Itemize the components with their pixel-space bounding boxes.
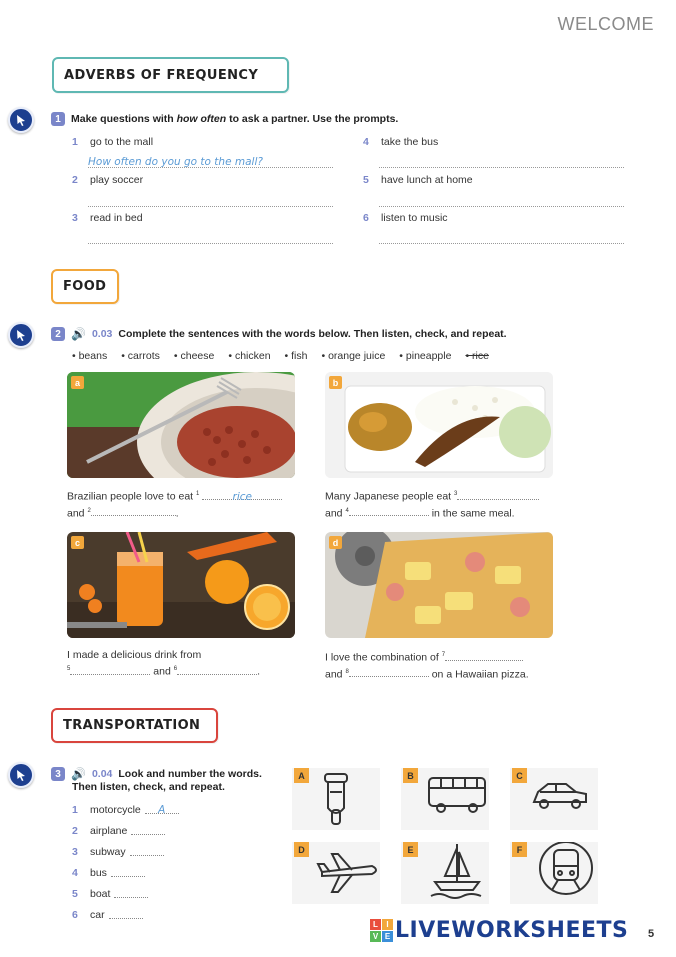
ex1-item-prompt: listen to music (381, 212, 448, 224)
sentence-d-text: I love the combination of (325, 651, 439, 664)
sentence-a-text: . (175, 507, 179, 519)
section-title-adverbs-text: ADVERBS OF FREQUENCY (64, 67, 259, 83)
ex1-answer-field-5[interactable] (379, 195, 624, 207)
tile-label: D (294, 842, 309, 857)
logo-grid-icon (370, 919, 393, 942)
photo-label-c: c (71, 536, 84, 549)
ex3-instruction-2 (72, 781, 225, 793)
ex2-instruction (51, 327, 507, 341)
gap-number: 5 (67, 666, 71, 672)
gap-number: 4 (345, 507, 349, 514)
page-header-title: WELCOME (557, 14, 654, 34)
ex3-item-number: 2 (72, 825, 78, 837)
sentence-d-text: on a Hawaiian pizza. (431, 668, 529, 680)
audio-icon[interactable]: 🔊 (71, 767, 86, 781)
tile-label: E (403, 842, 418, 857)
ex1-answer-field-3[interactable] (88, 232, 333, 244)
photo-orange-juice (67, 532, 295, 638)
cursor-icon-ex3[interactable] (8, 762, 34, 788)
ex2-track: 0.03 (91, 328, 113, 340)
ex1-item-4 (363, 136, 438, 148)
transport-tile-subway (510, 842, 598, 904)
ex1-item-prompt: have lunch at home (381, 174, 473, 186)
section-title-food (51, 269, 119, 304)
ex1-item-prompt: take the bus (381, 136, 439, 148)
ex1-answer-field-4[interactable] (379, 156, 624, 168)
ex3-item-3 (72, 846, 164, 858)
section-title-adverbs (52, 57, 289, 93)
cursor-icon-ex2[interactable] (8, 322, 34, 348)
sentence-c-text: I made a delicious drink from (67, 649, 202, 661)
ex1-item-number: 2 (72, 174, 78, 186)
word-bank-item: • fish (285, 350, 308, 362)
ex1-answer-field-1[interactable] (88, 156, 333, 168)
sentence-c-text: and (153, 665, 171, 678)
ex3-answer-field-3[interactable] (130, 846, 164, 856)
ex1-answer-text-1: How often do you go to the mall? (88, 156, 263, 168)
ex3-item-2 (72, 825, 165, 837)
logo-letter: L (370, 919, 381, 930)
gap-number: 2 (87, 507, 91, 514)
ex3-item-1 (72, 804, 179, 816)
ex1-answer-field-2[interactable] (88, 195, 333, 207)
ex3-item-4 (72, 867, 145, 879)
page-number: 5 (648, 928, 655, 940)
ex1-item-number: 3 (72, 212, 78, 224)
ex3-instruction-line2: Then listen, check, and repeat. (72, 781, 225, 793)
section-title-transportation (51, 708, 218, 743)
ex3-item-word: car (90, 909, 105, 921)
section-title-food-text: FOOD (63, 279, 107, 294)
gap-field-7[interactable] (445, 651, 523, 661)
transport-tile-boat (401, 842, 489, 904)
ex1-item-1 (72, 136, 153, 148)
ex1-instruction (51, 112, 398, 126)
ex3-item-word: boat (90, 888, 111, 900)
ex3-instruction (51, 767, 262, 781)
gap-field-2[interactable] (91, 506, 176, 516)
photo-beans (67, 372, 295, 478)
photo-fish-chicken (325, 372, 553, 478)
ex3-item-number: 3 (72, 846, 78, 858)
gap-field-3[interactable] (457, 490, 539, 500)
ex1-item-prompt: go to the mall (90, 136, 154, 148)
ex1-item-prompt: read in bed (90, 212, 143, 224)
ex1-item-2 (72, 174, 143, 186)
gap-number: 7 (441, 652, 446, 658)
ex3-answer-field-4[interactable] (111, 867, 145, 877)
transport-tile-bus (401, 768, 489, 830)
ex1-instruction-post: to ask a partner. Use the prompts. (229, 113, 399, 125)
gap-answer-1: rice (232, 490, 253, 503)
ex3-item-number: 6 (72, 909, 78, 921)
ex2-word-bank (72, 350, 489, 362)
ex1-item-number: 5 (363, 174, 369, 186)
transport-tile-car (510, 768, 598, 830)
sentence-b (325, 487, 565, 520)
sentence-d (325, 648, 565, 681)
ex2-number: 2 (51, 327, 65, 341)
word-bank-item: • orange juice (321, 350, 385, 362)
ex2-instruction-text: Complete the sentences with the words below. Then listen, check, and repeat. (118, 328, 507, 340)
photo-pizza (325, 532, 553, 638)
word-bank-item: • carrots (121, 350, 160, 362)
gap-field-5[interactable] (70, 665, 150, 675)
gap-field-6[interactable] (177, 665, 257, 675)
word-bank-item: • cheese (174, 350, 214, 362)
ex1-item-prompt: play soccer (90, 174, 144, 186)
sentence-d-text: and (325, 668, 343, 680)
ex3-item-6 (72, 909, 143, 921)
logo-text: LIVEWORKSHEETS (395, 918, 629, 943)
photo-label-b: b (329, 376, 342, 389)
ex1-instruction-em: how often (176, 113, 227, 125)
sentence-a-text: and (67, 507, 85, 519)
sentence-c-text: . (257, 665, 260, 678)
ex3-item-number: 5 (72, 888, 78, 900)
word-bank-item-crossed: • rice (465, 350, 489, 362)
ex3-item-word: motorcycle (90, 804, 141, 816)
ex1-item-number: 1 (72, 136, 78, 148)
sentence-a (67, 487, 307, 520)
ex3-item-word: airplane (90, 825, 128, 837)
tile-label: A (294, 768, 309, 783)
sentence-b-text: in the same meal. (431, 507, 515, 519)
gap-number: 3 (454, 491, 458, 497)
transport-tile-airplane (292, 842, 380, 904)
ex1-item-5 (363, 174, 473, 186)
sentence-b-text: and (325, 507, 343, 519)
word-bank-item: • chicken (228, 350, 270, 362)
ex3-answer-field-5[interactable] (114, 888, 148, 898)
logo-letter: V (370, 931, 381, 942)
ex1-item-3 (72, 212, 143, 224)
tile-label: F (512, 842, 527, 857)
ex3-answer-field-6[interactable] (109, 909, 143, 919)
ex1-item-6 (363, 212, 448, 224)
gap-number: 6 (173, 666, 178, 672)
audio-icon[interactable]: 🔊 (71, 327, 86, 341)
sentence-c (67, 648, 307, 679)
ex1-instruction-pre: Make questions with (71, 113, 174, 125)
ex1-answer-field-6[interactable] (379, 232, 624, 244)
cursor-icon-ex1[interactable] (8, 107, 34, 133)
tile-label: B (403, 768, 418, 783)
ex3-number: 3 (51, 767, 65, 781)
transport-tile-motorcycle (292, 768, 380, 830)
gap-field-8[interactable] (349, 667, 429, 677)
word-bank-item: • pineapple (399, 350, 451, 362)
ex3-item-word: bus (90, 867, 107, 879)
gap-field-4[interactable] (349, 506, 429, 516)
ex3-answer-text-1: A (158, 804, 166, 816)
sentence-b-text: Many Japanese people eat (325, 490, 452, 503)
ex3-item-word: subway (90, 846, 126, 858)
ex3-item-5 (72, 888, 148, 900)
ex1-item-number: 6 (363, 212, 369, 224)
word-bank-item: • beans (72, 350, 107, 362)
gap-number: 1 (196, 491, 200, 497)
gap-field-1[interactable] (202, 490, 282, 503)
sentence-a-text: Brazilian people love to eat (67, 490, 194, 503)
ex1-number: 1 (51, 112, 65, 126)
ex3-track: 0.04 (91, 768, 113, 780)
tile-label: C (512, 768, 527, 783)
gap-number: 8 (345, 668, 349, 675)
logo-letter: I (382, 919, 393, 930)
logo-letter: E (382, 931, 393, 942)
ex3-instruction-line1: Look and number the words. (118, 768, 262, 780)
ex3-item-number: 1 (72, 804, 78, 816)
photo-label-d: d (329, 536, 342, 549)
ex3-answer-field-1[interactable] (145, 804, 179, 814)
ex1-item-number: 4 (363, 136, 369, 148)
ex3-answer-field-2[interactable] (131, 825, 165, 835)
photo-label-a: a (71, 376, 84, 389)
section-title-transportation-text: TRANSPORTATION (63, 718, 201, 733)
ex3-item-number: 4 (72, 867, 78, 879)
liveworksheets-logo (370, 918, 628, 943)
